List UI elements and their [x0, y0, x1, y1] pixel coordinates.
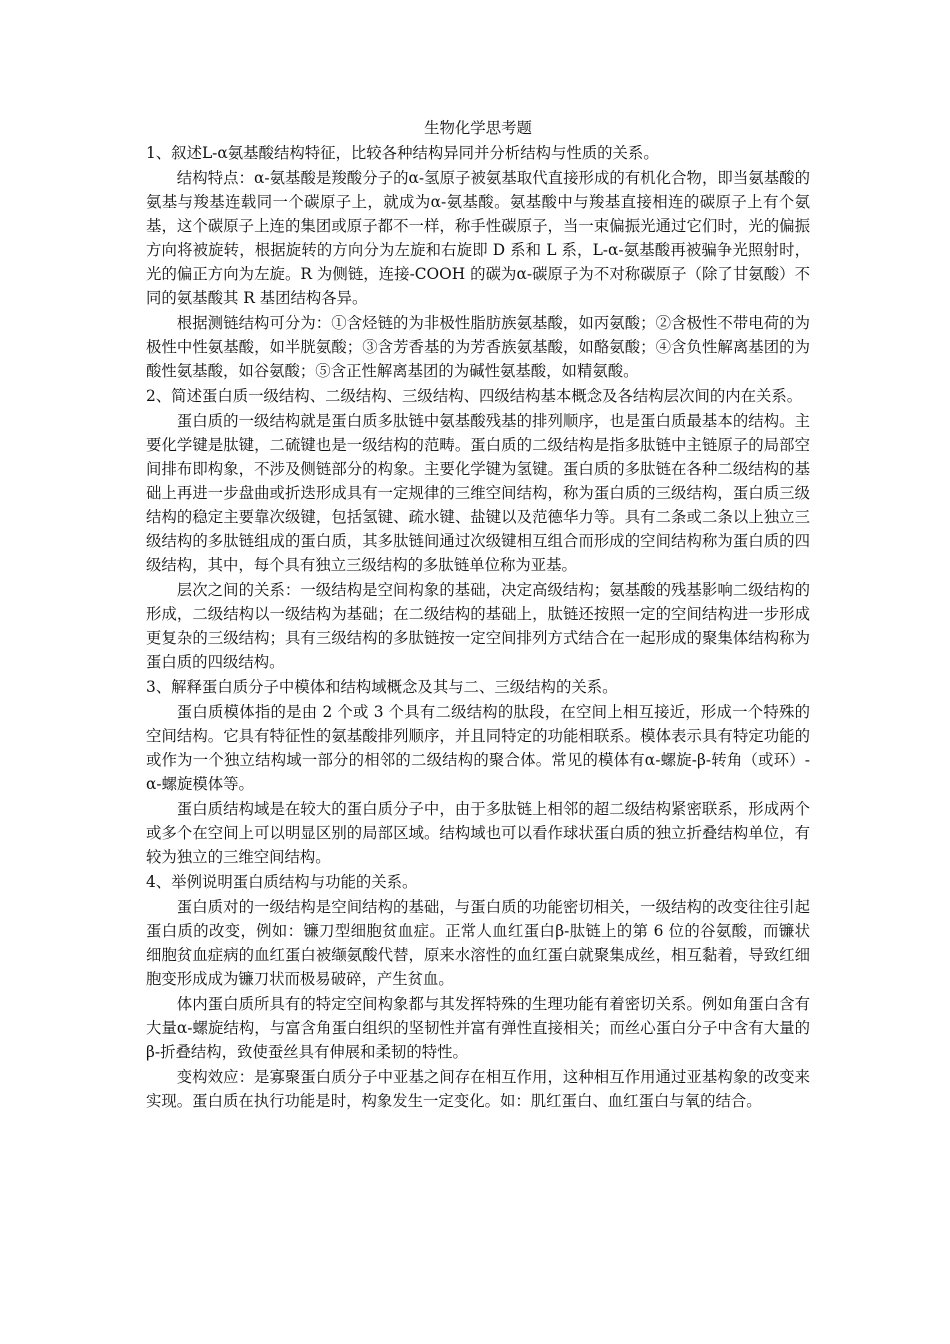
answer-paragraph: 蛋白质结构域是在较大的蛋白质分子中，由于多肽链上相邻的超二级结构紧密联系，形成两个或多个在空间上可以明显区别的局部区域。结构域也可以看作球状蛋白质的独立折叠结构单位，有较为独立的三维空间结构。	[146, 800, 810, 866]
answer-paragraph: 变构效应：是寡聚蛋白质分子中亚基之间存在相互作用，这种相互作用通过亚基构象的改变来实现。蛋白质在执行功能是时，构象发生一定变化。如：肌红蛋白、血红蛋白与氧的结合。	[146, 1068, 810, 1110]
question-2-heading: 2、简述蛋白质一级结构、二级结构、三级结构、四级结构基本概念及各结构层次间的内在关系。	[146, 387, 803, 405]
answer-paragraph: 根据测链结构可分为：①含烃链的为非极性脂肪族氨基酸，如丙氨酸；②含极性不带电荷的为极性中性氨基酸，如半胱氨酸；③含芳香基的为芳香族氨基酸，如酪氨酸；④含负性解离基团的为酸性氨基酸，如谷氨酸；⑤含正性解离基团的为碱性氨基酸，如精氨酸。	[146, 314, 810, 380]
answer-paragraph: 蛋白质的一级结构就是蛋白质多肽链中氨基酸残基的排列顺序，也是蛋白质最基本的结构。主要化学键是肽键，二硫键也是一级结构的范畴。蛋白质的二级结构是指多肽链中主链原子的局部空间排布即构象，不涉及侧链部分的构象。主要化学键为氢键。蛋白质的多肽链在各种二级结构的基础上再进一步盘曲或折迭形成具有一定规律的三维空间结构，称为蛋白质的三级结构，蛋白质三级结构的稳定主要靠次级键，包括氢键、疏水键、盐键以及范德华力等。具有二条或二条以上独立三级结构的多肽链组成的蛋白质，其多肽链间通过次级键相互组合而形成的空间结构称为蛋白质的四级结构，其中，每个具有独立三级结构的多肽链单位称为亚基。	[146, 412, 810, 574]
answer-paragraph: 层次之间的关系：一级结构是空间构象的基础，决定高级结构；氨基酸的残基影响二级结构的形成，二级结构以一级结构为基础；在二级结构的基础上，肽链还按照一定的空间结构进一步形成更复杂的三级结构；具有三级结构的多肽链按一定空间排列方式结合在一起形成的聚集体结构称为蛋白质的四级结构。	[146, 581, 810, 671]
document-page	[146, 116, 810, 1114]
answer-paragraph: 蛋白质对的一级结构是空间结构的基础，与蛋白质的功能密切相关，一级结构的改变往往引起蛋白质的改变，例如：镰刀型细胞贫血症。正常人血红蛋白β-肽链上的第 6 位的谷氨酸，而镰状细胞贫血症病的血红蛋白被缬氨酸代替，原来水溶性的血红蛋白就聚集成丝，相互黏着，导致红细胞变形成成为镰刀状而极易破碎，产生贫血。	[146, 898, 810, 988]
question-3-heading: 3、解释蛋白质分子中模体和结构域概念及其与二、三级结构的关系。	[146, 678, 618, 696]
answer-paragraph: 体内蛋白质所具有的特定空间构象都与其发挥特殊的生理功能有着密切关系。例如角蛋白含有大量α-螺旋结构，与富含角蛋白组织的坚韧性并富有弹性直接相关；而丝心蛋白分子中含有大量的β-折叠结构，致使蚕丝具有伸展和柔韧的特性。	[146, 995, 810, 1061]
question-4-heading: 4、举例说明蛋白质结构与功能的关系。	[146, 873, 418, 891]
question-1-heading: 1、叙述L-α氨基酸结构特征，比较各种结构异同并分析结构与性质的关系。	[146, 144, 659, 162]
document-title: 生物化学思考题	[424, 119, 532, 137]
answer-paragraph: 蛋白质模体指的是由 2 个或 3 个具有二级结构的肽段，在空间上相互接近，形成一个特殊的空间结构。它具有特征性的氨基酸排列顺序，并且同特定的功能相联系。模体表示具有特定功能的或作为一个独立结构域一部分的相邻的二级结构的聚合体。常见的模体有α-螺旋-β-转角（或环）-α-螺旋模体等。	[146, 703, 810, 793]
answer-paragraph: 结构特点：α-氨基酸是羧酸分子的α-氢原子被氨基取代直接形成的有机化合物，即当氨基酸的氨基与羧基连载同一个碳原子上，就成为α-氨基酸。氨基酸中与羧基直接相连的碳原子上有个氨基，这个碳原子上连的集团或原子都不一样，称手性碳原子，当一束偏振光通过它们时，光的偏振方向将被旋转，根据旋转的方向分为左旋和右旋即 D 系和 L 系，L-α-氨基酸再被骗争光照射时，光的偏正方向为左旋。R 为侧链，连接-COOH 的碳为α-碳原子为不对称碳原子（除了甘氨酸）不同的氨基酸其 R 基团结构各异。	[146, 169, 810, 307]
